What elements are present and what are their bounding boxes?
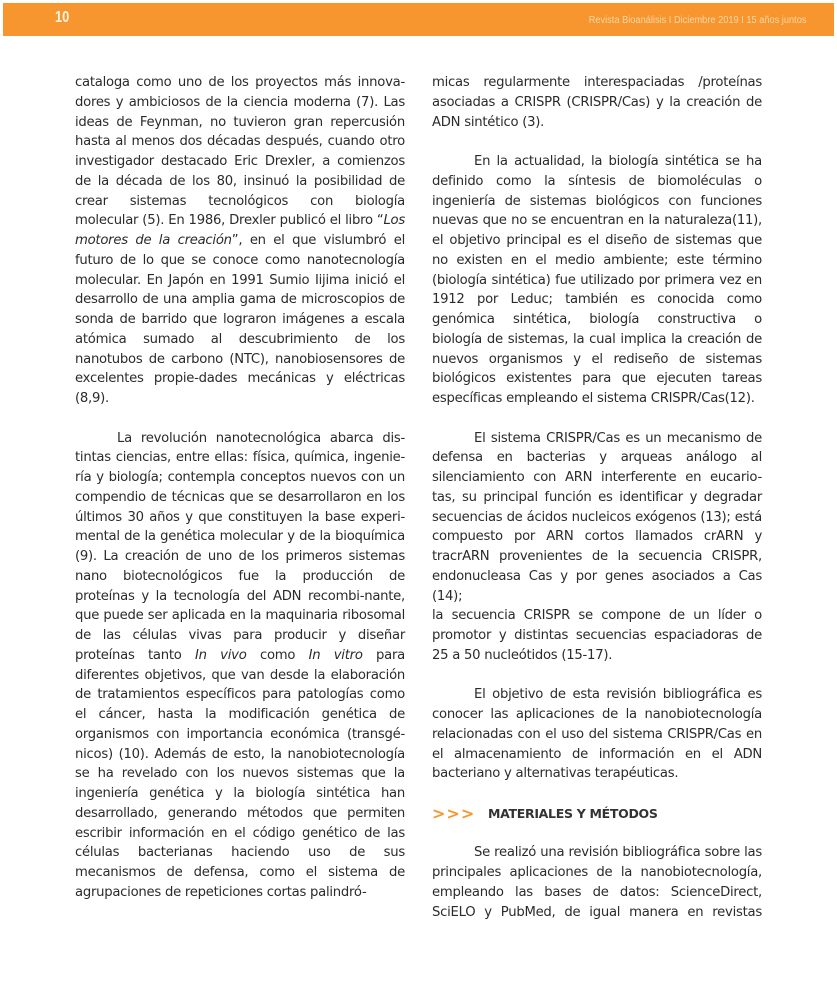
text-line: desarrollo de una amplia gama de microscopios de (75, 292, 405, 308)
text-line: se ha revelado con los nuevos sistemas que la (75, 766, 405, 782)
section-title: MATERIALES Y MÉTODOS (488, 805, 658, 821)
text-line: micas regularmente interespaciadas /proteínas (432, 75, 762, 90)
text-line: cataloga como uno de los proyectos más innova- (75, 75, 405, 90)
text-line: organismos con importancia económica (transgé- (75, 726, 405, 742)
text-line: diferentes objetivos, que van desde la elaboración (75, 667, 405, 683)
text-line: proteínas tanto In vivo como In vitro para (75, 647, 406, 663)
text-line: biológicos existentes para que ejecuten tareas (432, 371, 762, 387)
text-line: promotor y distintas secuencias espaciadoras de (432, 628, 762, 643)
text-line: últimos 30 años y que constituyen la base experi- (75, 509, 405, 525)
header-bar (3, 3, 834, 36)
text-line: (8,9). (75, 391, 109, 406)
text-line: el almacenamiento de información en el ADN (432, 746, 762, 762)
text-line: relacionadas con el uso del sistema CRISPR/Cas en (432, 726, 762, 742)
text-line: biología de sistemas, la cual implica la creación de (432, 331, 762, 347)
text-line: SciELO y PubMed, de igual manera en revistas (432, 904, 762, 920)
text-line: nanotubos de carbono (NTC), nanobiosensores de (75, 351, 405, 367)
paragraph (432, 843, 762, 922)
text-line: la secuencia CRISPR se compone de un líder o (432, 608, 762, 624)
text-line: excelentes propie-dades mecánicas y eléctricas (75, 371, 405, 387)
text-line: nano biotecnológicos fue la producción de (75, 568, 405, 584)
text-line: el cáncer, hasta la modificación genética de (75, 707, 405, 722)
text-line: molecular (5). En 1986, Drexler publicó el libro “Los (75, 213, 405, 229)
text-line: atómica sumado al descubrimiento de los (75, 331, 405, 347)
text-line: 1912 por Leduc; también es conocida como (432, 292, 762, 308)
text-line: sonda de barrido que lograron imágenes a escala (75, 312, 405, 327)
text-line: tas, su principal función es identificar y degradar (432, 489, 762, 505)
text-line: principales aplicaciones de la nanobiotecnología, (432, 865, 762, 880)
text-line: definido como la síntesis de biomoléculas o (432, 173, 762, 189)
text-line: asociadas a CRISPR (CRISPR/Cas) y la creación de (432, 94, 762, 110)
text-line: mental de la genética molecular y de la bioquímica (75, 529, 405, 545)
text-line: futuro de lo que se conoce como nanotecnología (75, 252, 405, 268)
text-line: (biología sintética) fue utilizado por primera vez en (432, 272, 762, 288)
text-line: genómica sintética, biología constructiva o (432, 312, 762, 327)
running-head: Revista Bioanálisis I Diciembre 2019 I 15 años juntos (588, 14, 806, 26)
text-line: ADN sintético (3). (432, 114, 545, 130)
text-line: el objetivo principal es el diseño de sistemas que (432, 233, 762, 248)
text-line: de las células vivas para producir y diseñar (75, 628, 405, 643)
text-line: La revolución nanotecnológica abarca dis- (117, 430, 405, 446)
section-heading-materiales-metodos (432, 804, 762, 824)
text-line: El sistema CRISPR/Cas es un mecanismo de (474, 430, 762, 446)
paragraph (75, 429, 405, 903)
text-line: dores y ambiciosos de la ciencia moderna (7). Las (75, 94, 405, 110)
text-line: 25 a 50 nucleótidos (15-17). (432, 647, 613, 663)
text-line: tintas ciencias, entre ellas: física, química, ingenie- (75, 450, 405, 466)
text-line: compendio de técnicas que se desarrollaron en los (75, 489, 405, 505)
page-number: 10 (55, 9, 70, 26)
text-line: desarrollado, generando métodos que permiten (75, 805, 405, 821)
text-line: endonucleasa Cas y por genes asociados a Cas (14); (432, 568, 762, 604)
paragraph (75, 73, 405, 409)
text-line: ideas de Feynman, no tuvieron gran repercusión (75, 114, 405, 130)
text-line: investigador destacado Eric Drexler, a comienzos (75, 154, 405, 169)
text-line: nuevos organismos y el rediseño de sistemas (432, 351, 762, 367)
text-line: mecanismos de defensa, como el sistema de (75, 865, 405, 880)
text-line: bacteriano y alternativas terapéuticas. (432, 766, 679, 782)
text-line: que puede ser aplicada en la maquinaria ribosomal (75, 608, 405, 624)
paragraph (432, 429, 762, 666)
text-line: agrupaciones de repeticiones cortas palindró- (75, 884, 367, 900)
text-line: hasta al menos dos décadas después, cuando otro (75, 134, 405, 150)
text-line: proteínas y la tecnología del ADN recombi-nante, (75, 588, 405, 604)
text-line: Se realizó una revisión bibliográfica sobre las (474, 845, 762, 861)
text-line: escribir información en el código genético de las (75, 825, 405, 841)
chevron-right-icon: >>> (432, 803, 476, 823)
text-line: secuencias de ácidos nucleicos exógenos (13); está (432, 509, 762, 525)
text-line: específicas empleando el sistema CRISPR/Cas(12). (432, 391, 755, 406)
text-line: de tratamientos específicos para patologías como (75, 687, 405, 703)
text-line: ría y biología; contempla conceptos nuevos con un (75, 470, 405, 485)
paragraph (432, 73, 762, 132)
paragraph (432, 152, 762, 409)
text-line: células bacterianas haciendo uso de sus (75, 845, 405, 861)
right-column (432, 73, 762, 922)
text-line: tracrARN provenientes de la secuencia CRISPR, (432, 549, 762, 564)
text-line: ingeniería de sistemas biológicos con funciones (432, 193, 762, 209)
text-line: motores de la creación”, en el que vislumbró el (75, 233, 405, 248)
text-line: compuesto por ARN cortos llamados crARN y (432, 529, 762, 545)
text-line: de la década de los 80, insinuó la posibilidad de (75, 173, 405, 189)
text-line: no existen en el medio ambiente; este término (432, 252, 762, 268)
text-line: conocer las aplicaciones de la nanobiotecnología (432, 707, 762, 722)
text-line: molecular. En Japón en 1991 Sumio Iijima inició el (75, 272, 405, 288)
text-line: nuevas que no se encuentran en la naturaleza(11), (432, 213, 762, 229)
text-line: ingeniería genética y la biología sintética han (75, 786, 405, 801)
text-line: (9). La creación de uno de los primeros sistemas (75, 549, 405, 564)
text-line: En la actualidad, la biología sintética se ha (474, 154, 762, 169)
left-column (75, 73, 405, 922)
text-line: crear sistemas tecnológicos con biología (75, 193, 405, 209)
text-line: empleando las bases de datos: ScienceDirect, (432, 884, 762, 900)
text-line: nicos) (10). Además de esto, la nanobiotecnología (75, 746, 405, 762)
text-line: defensa en bacterias y arqueas análogo al (432, 450, 762, 466)
text-line: silenciamiento con ARN interferente en eucario- (432, 470, 762, 485)
paragraph (432, 685, 762, 784)
text-line: El objetivo de esta revisión bibliográfica es (474, 687, 762, 703)
